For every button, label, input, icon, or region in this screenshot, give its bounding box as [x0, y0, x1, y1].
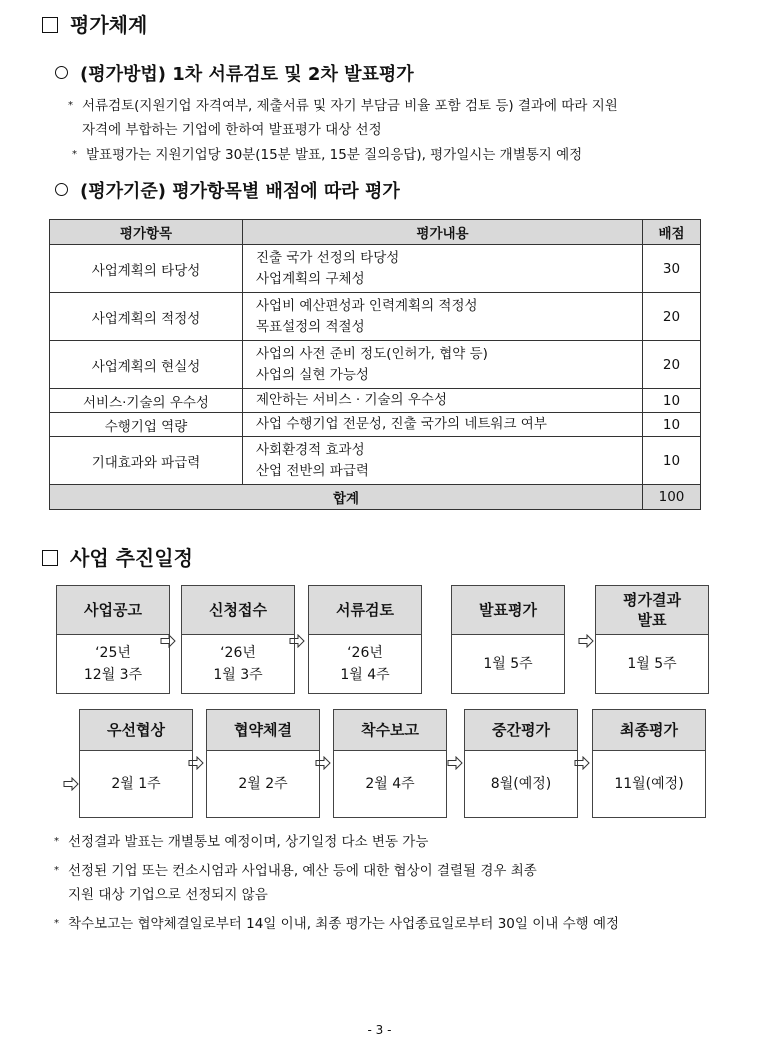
subsection-criteria-title: (평가기준) 평가항목별 배점에 따라 평가 [55, 177, 400, 203]
step-date: ‘26년 1월 3주 [213, 645, 263, 683]
timeline-step [451, 585, 565, 694]
schedule-note-1: * 선정결과 발표는 개별통보 예정이며, 상기일정 다소 변동 가능 [54, 830, 428, 854]
row-item: 사업계획의 현실성 [50, 341, 243, 389]
schedule-note-3: * 착수보고는 협약체결일로부터 14일 이내, 최종 평가는 사업종료일로부터 30일 이내 수행 예정 [54, 912, 619, 936]
timeline-step [206, 709, 320, 818]
subsection-method-title: (평가방법) 1차 서류검토 및 2차 발표평가 [55, 60, 414, 86]
row-item: 사업계획의 타당성 [50, 245, 243, 293]
table-total-row [50, 485, 701, 510]
timeline-step [595, 585, 709, 694]
row-content: 사업의 사전 준비 정도(인허가, 협약 등) 사업의 실현 가능성 [243, 341, 643, 389]
step-title: 착수보고 [334, 710, 446, 751]
row-score: 10 [643, 437, 701, 485]
row-content: 사업 수행기업 전문성, 진출 국가의 네트워크 여부 [243, 413, 643, 437]
table-row [50, 341, 701, 389]
star-bullet-icon: * [54, 865, 59, 876]
step-title: 서류검토 [309, 586, 421, 635]
step-date: 8월(예정) [490, 776, 552, 792]
row-content: 사업비 예산편성과 인력계획의 적정성 목표설정의 적절성 [243, 293, 643, 341]
table-row [50, 389, 701, 413]
total-label: 합계 [50, 485, 643, 510]
timeline-step [592, 709, 706, 818]
step-date: ‘25년 12월 3주 [83, 645, 143, 683]
timeline-step [308, 585, 422, 694]
row-item: 수행기업 역량 [50, 413, 243, 437]
star-bullet-icon: * [54, 918, 59, 929]
circle-icon [55, 66, 68, 79]
timeline-step [56, 585, 170, 694]
step-date: 1월 5주 [483, 656, 533, 672]
method-note-2: * 발표평가는 지원기업당 30분(15분 발표, 15분 질의응답), 평가일시는 개별통지 예정 [72, 143, 582, 167]
arrow-right-icon [289, 634, 305, 648]
timeline-step [79, 709, 193, 818]
star-bullet-icon: * [72, 149, 77, 160]
step-date: 2월 2주 [238, 776, 288, 792]
criteria-table [49, 219, 701, 510]
col-header-score: 배점 [643, 220, 701, 245]
arrow-right-icon [574, 756, 590, 770]
step-title: 최종평가 [593, 710, 705, 751]
table-row [50, 413, 701, 437]
section-title-schedule: 사업 추진일정 [42, 542, 193, 571]
step-date: 2월 4주 [365, 776, 415, 792]
step-title: 사업공고 [57, 586, 169, 635]
step-date: 1월 5주 [627, 656, 677, 672]
row-score: 30 [643, 245, 701, 293]
step-date: ‘26년 1월 4주 [340, 645, 390, 683]
section-title-evaluation: 평가체계 [42, 9, 147, 38]
table-header-row [50, 220, 701, 245]
row-content: 사회환경적 효과성 산업 전반의 파급력 [243, 437, 643, 485]
square-icon [42, 17, 58, 33]
page-number: - 3 - [367, 1023, 392, 1037]
timeline-step [464, 709, 578, 818]
row-score: 10 [643, 389, 701, 413]
step-title: 신청접수 [182, 586, 294, 635]
step-title: 평가결과 발표 [596, 586, 708, 635]
arrow-right-icon [578, 634, 594, 648]
circle-icon [55, 183, 68, 196]
row-content: 제안하는 서비스 · 기술의 우수성 [243, 389, 643, 413]
arrow-right-icon [315, 756, 331, 770]
timeline-step [181, 585, 295, 694]
arrow-right-icon [447, 756, 463, 770]
row-content: 진출 국가 선정의 타당성 사업계획의 구체성 [243, 245, 643, 293]
step-title: 발표평가 [452, 586, 564, 635]
row-score: 20 [643, 293, 701, 341]
table-row [50, 293, 701, 341]
row-item: 사업계획의 적정성 [50, 293, 243, 341]
col-header-content: 평가내용 [243, 220, 643, 245]
step-title: 중간평가 [465, 710, 577, 751]
arrow-right-icon [188, 756, 204, 770]
table-row [50, 245, 701, 293]
step-date: 2월 1주 [111, 776, 161, 792]
step-title: 우선협상 [80, 710, 192, 751]
schedule-note-2: * 선정된 기업 또는 컨소시엄과 사업내용, 예산 등에 대한 협상이 결렬될 경우 최종 지원 대상 기업으로 선정되지 않음 [54, 859, 537, 907]
step-title: 협약체결 [207, 710, 319, 751]
row-item: 서비스·기술의 우수성 [50, 389, 243, 413]
timeline-step [333, 709, 447, 818]
table-row [50, 437, 701, 485]
row-score: 10 [643, 413, 701, 437]
col-header-item: 평가항목 [50, 220, 243, 245]
star-bullet-icon: * [68, 100, 73, 111]
square-icon [42, 550, 58, 566]
arrow-right-icon [63, 777, 79, 791]
total-score: 100 [643, 485, 701, 510]
step-date: 11월(예정) [614, 776, 684, 792]
row-item: 기대효과와 파급력 [50, 437, 243, 485]
row-score: 20 [643, 341, 701, 389]
star-bullet-icon: * [54, 836, 59, 847]
method-note-1: * 서류검토(지원기업 자격여부, 제출서류 및 자기 부담금 비율 포함 검토 등) 결과에 따라 지원 자격에 부합하는 기업에 한하여 발표평가 대상 선정 [68, 94, 618, 142]
arrow-right-icon [160, 634, 176, 648]
